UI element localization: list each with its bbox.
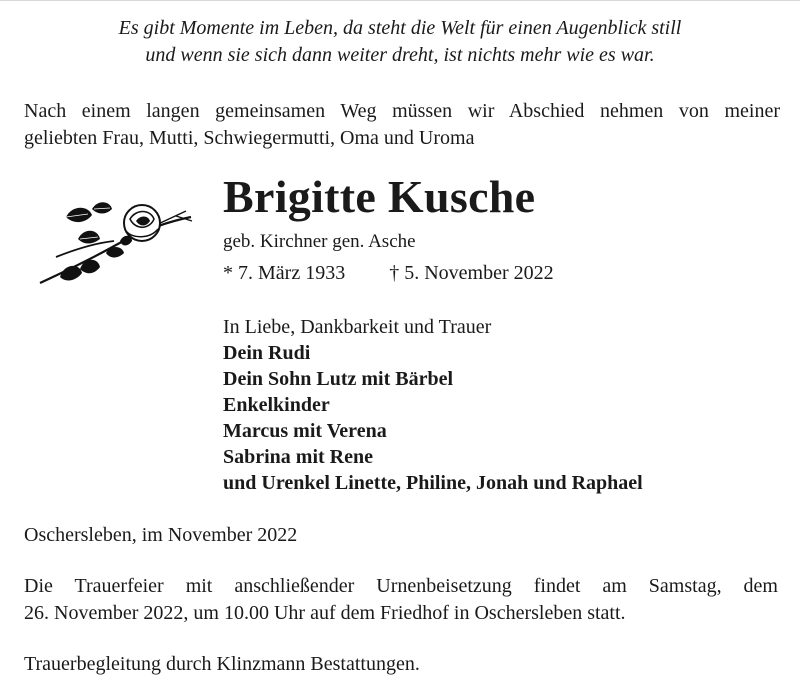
mourners-intro: In Liebe, Dankbarkeit und Trauer <box>223 316 492 338</box>
rose-branch-icon <box>36 197 196 289</box>
mourners-list <box>223 314 643 496</box>
deceased-name: Brigitte Kusche <box>223 171 536 222</box>
funeral-line-2: 26. November 2022, um 10.00 Uhr auf dem Friedhof in Oschersleben statt. <box>24 602 626 624</box>
mourner-name: Enkelkinder <box>223 394 330 416</box>
intro-line-1: Nach einem langen gemeinsamen Weg müssen wir Abschied nehmen von meiner <box>24 100 780 122</box>
mourner-name: Dein Rudi <box>223 342 311 364</box>
mourner-name: Marcus mit Verena <box>223 420 387 442</box>
motto-quote <box>0 15 800 69</box>
mourner-name: Dein Sohn Lutz mit Bärbel <box>223 368 454 390</box>
funeral-line-1: Die Trauerfeier mit anschließender Urnenbeisetzung findet am Samstag, dem <box>24 575 778 597</box>
intro-line-2: geliebten Frau, Mutti, Schwiegermutti, Oma und Uroma <box>24 127 475 149</box>
maiden-name: geb. Kirchner gen. Asche <box>223 231 416 252</box>
death-date: † 5. November 2022 <box>389 262 554 284</box>
mourner-name: Sabrina mit Rene <box>223 446 373 468</box>
birth-date: * 7. März 1933 <box>223 262 346 284</box>
motto-line-1: Es gibt Momente im Leben, da steht die Welt für einen Augenblick still <box>118 17 682 39</box>
funeral-info <box>24 573 778 627</box>
undertaker-note: Trauerbegleitung durch Klinzmann Bestattungen. <box>24 653 420 675</box>
motto-line-2: und wenn sie sich dann weiter dreht, ist nichts mehr wie es war. <box>145 44 655 66</box>
life-dates <box>223 260 554 286</box>
intro-text <box>24 98 780 152</box>
mourner-name: und Urenkel Linette, Philine, Jonah und Raphael <box>223 472 643 494</box>
place-date: Oschersleben, im November 2022 <box>24 524 298 546</box>
